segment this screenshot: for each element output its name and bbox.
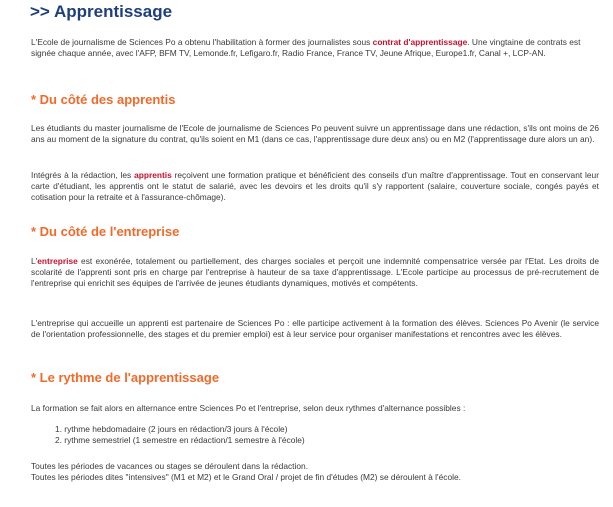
contrat-apprentissage-link[interactable]: contrat d'apprentissage [372, 37, 468, 47]
entreprise-paragraph-1 [31, 256, 599, 289]
section-heading-rythme: * Le rythme de l'apprentissage [31, 370, 220, 385]
entreprise-p1-after: est exonérée, totalement ou partiellement, des charges sociales et perçoit une indemnité compensatrice versée par l'Etat. Les droits de scolarité de l'apprenti sont pris en charge par l'entreprise à hauteur de sa taxe d'apprentissage. L'Ecole participe au processus de pré-recrutement de l'entreprise qui enrichit ses équipes de l'arrivée de jeunes étudiants dynamiques, motivés et compétents. [31, 256, 599, 288]
section-heading-apprentis: * Du côté des apprentis [31, 92, 176, 107]
intro-paragraph [31, 37, 599, 59]
apprentis-link[interactable]: apprentis [134, 170, 172, 180]
entreprise-p1-before: L' [31, 256, 38, 266]
rythme-list [55, 424, 305, 446]
rythme-p2-line-2: Toutes les périodes dites "intensives" (M1 et M2) et le Grand Oral / projet de fin d'études (M2) se déroulent à l'école. [31, 472, 461, 482]
rythme-paragraph-1: La formation se fait alors en alternance entre Sciences Po et l'entreprise, selon deux rythmes d'alternance possibles : [31, 403, 466, 413]
section-heading-entreprise: * Du côté de l'entreprise [31, 224, 180, 239]
list-item: 1. rythme hebdomadaire (2 jours en rédaction/3 jours à l'école) [55, 424, 288, 434]
apprentis-paragraph-1: Les étudiants du master journalisme de l'Ecole de journalisme de Sciences Po peuvent suivre un apprentissage dans une rédaction, s'ils ont moins de 26 ans au moment de la signature du contrat, qu'ils soient en M1 (dans ce cas, l'apprentissage dure deux ans) ou en M2 (l'apprentissage dure alors un an). [31, 123, 599, 144]
apprentis-p2-before: Intégrés à la rédaction, les [31, 170, 135, 180]
rythme-paragraph-2 [31, 461, 599, 483]
rythme-p2-line-1: Toutes les périodes de vacances ou stages se déroulent dans la rédaction. [31, 461, 309, 471]
entreprise-link[interactable]: entreprise [37, 256, 78, 266]
entreprise-paragraph-2: L'entreprise qui accueille un apprenti est partenaire de Sciences Po : elle participe activement à la formation des élèves. Sciences Po Avenir (le service de l'orientation professionnelle, des stages et du premier emploi) est à leur service pour organiser manifestations et rencontres avec les élèves. [31, 318, 599, 339]
page-title: >> Apprentissage [30, 2, 173, 21]
list-item: 2. rythme semestriel (1 semestre en rédaction/1 semestre à l'école) [55, 435, 305, 445]
apprentis-paragraph-2 [31, 170, 599, 203]
apprentis-p2-after: reçoivent une formation pratique et bénéficient des conseils d'un maître d'apprentissage. Tout en conservant leur carte d'étudiant, les apprentis ont le statut de salarié, avec les devoirs et les droits qu'il s'y rapportent (salaire, couverture sociale, congés payés et cotisation pour la retraite et à l'assurance-chômage). [31, 170, 599, 202]
intro-text-after: . Une vingtaine de contrats est signée chaque année, avec l'AFP, BFM TV, Lemonde.fr, Lefigaro.fr, Radio France, France TV, Jeune Afrique, Europe1.fr, Canal +, LCP-AN. [31, 37, 581, 58]
intro-text-before: L'Ecole de journalisme de Sciences Po a obtenu l'habilitation à former des journalistes sous [31, 37, 373, 47]
